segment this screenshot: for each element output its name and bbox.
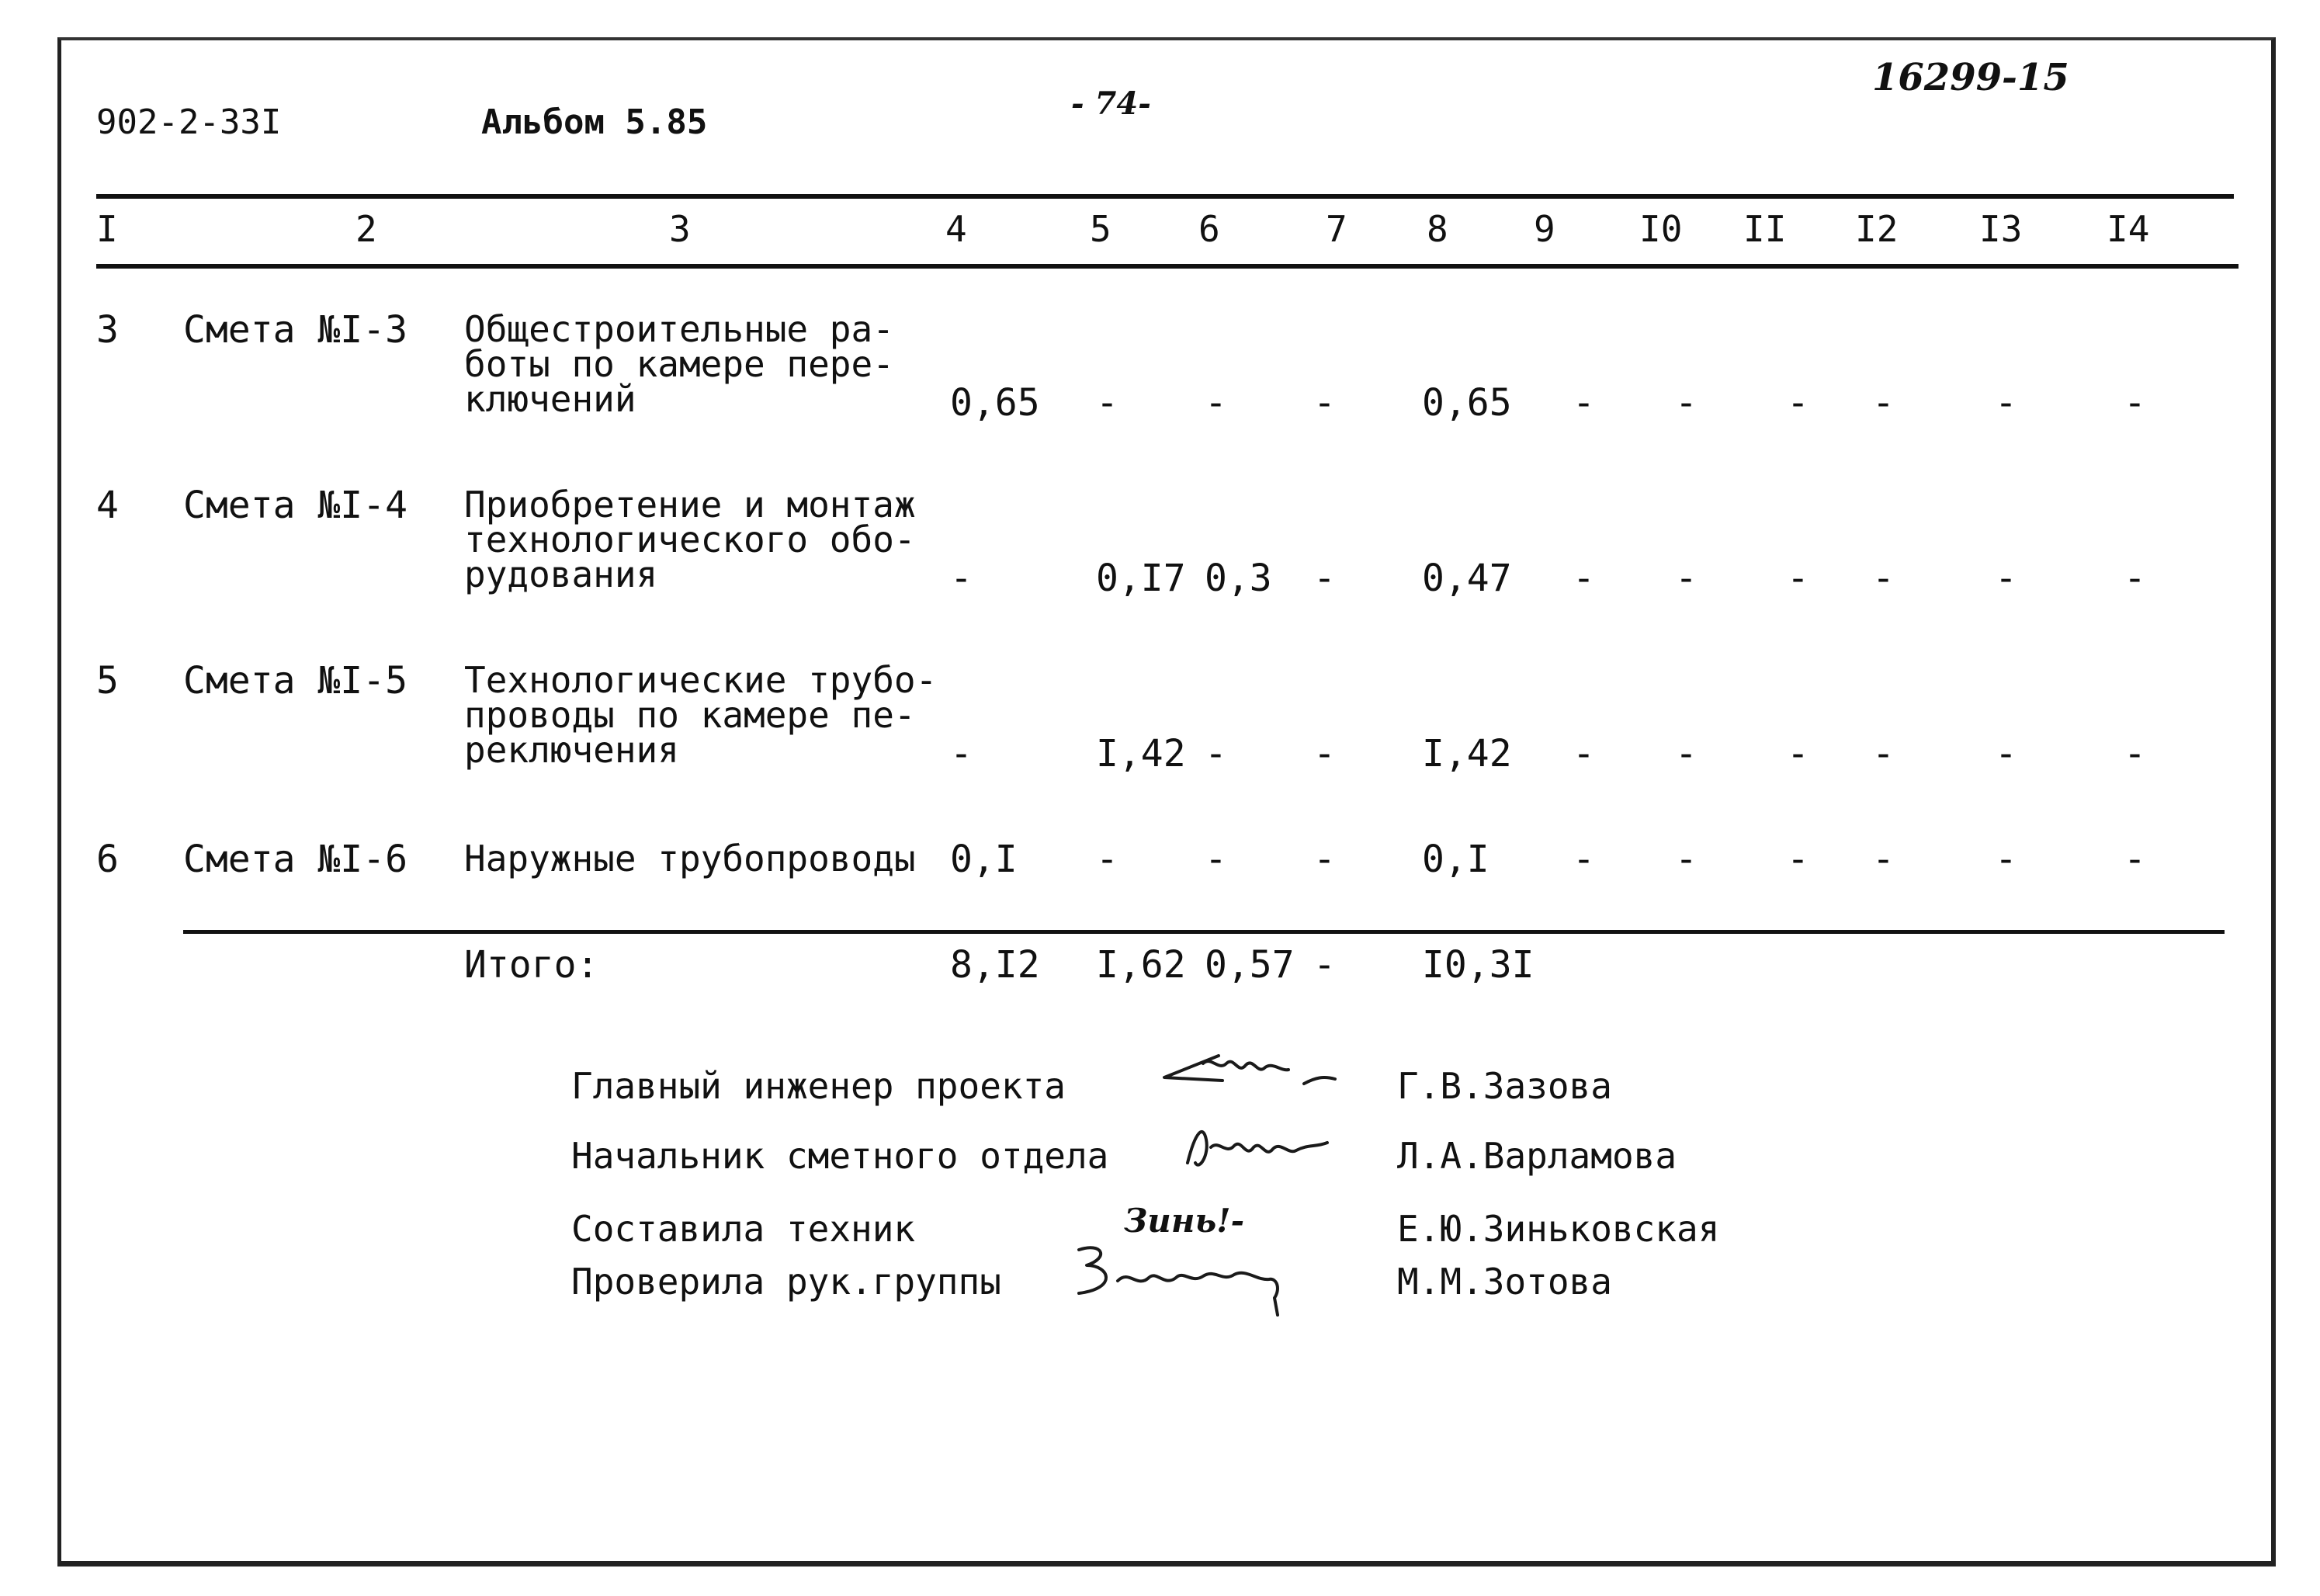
cell-col10: - [1675,557,1698,600]
cell-col9: - [1573,732,1595,775]
row-description-line: боты по камере пере- [464,343,894,385]
row-description-line: Технологические трубо- [464,659,938,701]
row-description-line: реключения [464,729,679,771]
cell-col7: - [1313,838,1336,881]
cell-col7: - [1313,381,1336,425]
cell-col5: - [1096,381,1118,425]
cell-col6: - [1205,381,1227,425]
signature-name: М.М.Зотова [1397,1261,1612,1303]
row-description-line: Наружные трубопроводы [464,838,916,880]
cell-col11: - [1787,381,1809,425]
total-col7: - [1313,943,1336,987]
page-number: - 74- [1071,85,1151,122]
cell-col13: - [1995,557,2017,600]
total-rule [183,930,2225,934]
signature-name: Л.А.Варламова [1397,1135,1677,1177]
cell-col11: - [1787,557,1809,600]
cell-col4: 0,65 [950,381,1040,425]
signature-scribble [1172,1116,1374,1186]
total-col6: 0,57 [1205,943,1295,987]
cell-col4: - [950,732,973,775]
album-label: Альбом 5.85 [481,102,708,142]
cell-col9: - [1573,838,1595,881]
column-number: 2 [355,208,377,250]
cell-col6: - [1205,732,1227,775]
estimate-ref: Смета №I-4 [183,484,407,527]
cell-col7: - [1313,557,1336,600]
column-number: 7 [1326,208,1347,250]
column-number: 4 [945,208,967,250]
cell-col8: 0,I [1422,838,1489,881]
row-description-line: рудования [464,553,658,595]
total-col5: I,62 [1096,943,1186,987]
cell-col12: - [1872,732,1895,775]
signature-scribble [1056,1234,1335,1327]
signature-role: Начальник сметного отдела [571,1135,1109,1177]
cell-col12: - [1872,557,1895,600]
cell-col13: - [1995,732,2017,775]
cell-col14: - [2124,838,2146,881]
row-description-line: ключений [464,378,636,420]
cell-col5: 0,I7 [1096,557,1186,600]
cell-col9: - [1573,381,1595,425]
header-bottom-rule [96,264,2239,269]
signature-name: Е.Ю.Зиньковская [1397,1208,1720,1250]
row-description-line: Приобретение и монтаж [464,484,916,526]
archive-number: 16299-15 [1872,56,2069,99]
column-number: 3 [669,208,691,250]
column-number: I2 [1855,208,1899,250]
cell-col11: - [1787,732,1809,775]
cell-col14: - [2124,732,2146,775]
cell-col10: - [1675,381,1698,425]
header-top-rule [96,194,2234,199]
column-number: 6 [1198,208,1220,250]
row-description-line: технологического обо- [464,519,916,560]
cell-col4: 0,I [950,838,1018,881]
signature-role: Составила техник [571,1208,916,1250]
estimate-ref: Смета №I-5 [183,659,407,703]
handwritten-note: Зинь!- [1124,1202,1245,1240]
cell-col14: - [2124,381,2146,425]
row-number: 3 [96,308,119,352]
row-number: 5 [96,659,119,703]
estimate-ref: Смета №I-6 [183,838,407,881]
column-number: I0 [1639,208,1683,250]
signature-name: Г.В.Зазова [1397,1065,1612,1107]
cell-col8: I,42 [1422,732,1512,775]
cell-col12: - [1872,838,1895,881]
cell-col7: - [1313,732,1336,775]
row-description-line: проводы по камере пе- [464,694,916,736]
signature-scribble [1149,1048,1397,1110]
column-number: I3 [1979,208,2023,250]
cell-col4: - [950,557,973,600]
cell-col13: - [1995,838,2017,881]
cell-col8: 0,47 [1422,557,1512,600]
cell-col6: 0,3 [1205,557,1272,600]
cell-col12: - [1872,381,1895,425]
cell-col5: - [1096,838,1118,881]
column-number: 9 [1534,208,1555,250]
column-number: I4 [2107,208,2150,250]
cell-col14: - [2124,557,2146,600]
total-label: Итого: [464,943,599,987]
row-description-line: Общестроительные ра- [464,308,894,350]
cell-col10: - [1675,838,1698,881]
column-number: 8 [1427,208,1448,250]
cell-col10: - [1675,732,1698,775]
signature-role: Главный инженер проекта [571,1065,1066,1107]
cell-col5: I,42 [1096,732,1186,775]
total-col8: I0,3I [1422,943,1535,987]
column-number: 5 [1090,208,1111,250]
total-col4: 8,I2 [950,943,1040,987]
cell-col6: - [1205,838,1227,881]
signature-role: Проверила рук.группы [571,1261,1001,1303]
project-code: 902-2-33I [96,102,282,142]
row-number: 4 [96,484,119,527]
cell-col9: - [1573,557,1595,600]
estimate-ref: Смета №I-3 [183,308,407,352]
column-number: II [1743,208,1787,250]
row-number: 6 [96,838,119,881]
column-number: I [96,208,118,250]
cell-col13: - [1995,381,2017,425]
cell-col11: - [1787,838,1809,881]
cell-col8: 0,65 [1422,381,1512,425]
